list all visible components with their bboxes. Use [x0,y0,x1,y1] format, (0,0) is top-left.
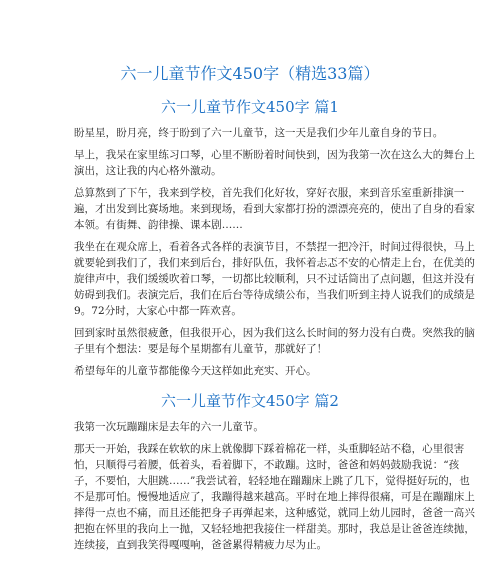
paragraph: 我坐在在观众席上，看着各式各样的表演节目，不禁捏一把冷汗，时间过得很快，马上就要轮到我们了，我们来到后台，排好队伍，我怀着忐忑不安的心情走上台，在优美的旋律声中，我们缓缓吹着口琴，一切都比较顺利，只不过话筒出了点问题，但这并没有妨碍到我们。表演完后，我们在后台等待成绩公布，当我们听到主持人说我们的成绩是9。72分时，大家心中都一阵欢喜。 [74,241,475,317]
paragraph: 回到家时虽然很疲惫，但我很开心，因为我们这么长时间的努力没有白费。突然我的脑子里有个想法：要是每个星期都有儿童节，那就好了！ [74,327,475,355]
paragraph: 希望每年的儿童节都能像今天这样如此充实、开心。 [74,365,317,377]
paragraph: 那天一开始，我踩在软软的床上就像脚下踩着棉花一样，头重脚轻站不稳，心里很害怕，只顺得弓着腰，低着头，看着脚下，不敢蹦。这时，爸爸和妈妈鼓励我说：“孩子，不要怕，大胆跳……”我尝试着，轻轻地在蹦蹦床上跳了几下，觉得挺好玩的，也不是那可怕。慢慢地适应了，我蹦得越来越高。平时在地上摔得很痛，可是在蹦蹦床上摔得一点也不痛，而且还能把身子再弹起来，这种感觉，就同上幼儿园时，爸爸一高兴把抱在怀里的我向上一抛，又轻轻地把我接住一样甜美。那时，我总是让爸爸连续抛，连续接，直到我笑得嘎嘎响，爸爸累得精疲力尽为止。 [74,443,475,551]
paragraph: 我第一次玩蹦蹦床是去年的六一儿童节。 [74,421,264,433]
paragraph: 盼星星，盼月亮，终于盼到了六一儿童节，这一天是我们少年儿童自身的节日。 [74,127,444,139]
section-heading-1: 六一儿童节作文450字 篇1 [161,98,339,116]
section-heading-2: 六一儿童节作文450字 篇2 [161,392,339,410]
paragraph: 早上，我呆在家里练习口琴，心里不断盼着时间快到，因为我第一次在这么大的舞台上演出，这让我的内心格外激动。 [74,149,475,177]
article-title: 六一儿童节作文450字（精选33篇） [120,64,380,83]
paragraph: 总算熬到了下午，我来到学校，首先我们化好妆，穿好衣服，来到音乐室重新排演一遍，才出发到比赛场地。来到现场，看到大家都打扮的漂漂亮亮的，使出了自身的看家本领。有街舞、韵律操、课本剧…… [74,187,475,231]
article-page [0,63,500,580]
